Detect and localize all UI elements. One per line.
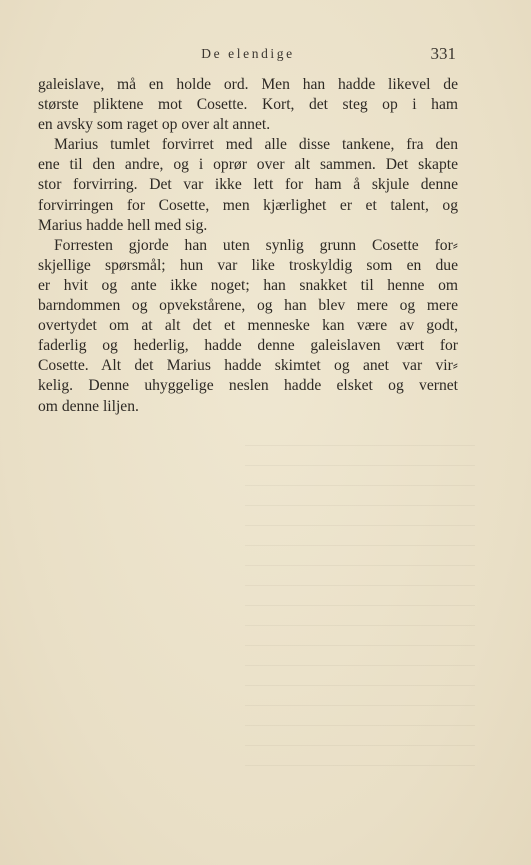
running-header	[40, 44, 456, 66]
text-line: ene til den andre, og i oprør over alt sammen. Det skapte	[38, 156, 458, 174]
text-line: barndommen og opvekstårene, og han blev mere og mere	[38, 297, 458, 315]
body-text	[38, 75, 458, 417]
text-line: faderlig og hederlig, hadde denne galeislaven vært for	[38, 337, 458, 355]
running-title: De elendige	[201, 46, 295, 61]
text-line: om denne liljen.	[38, 397, 139, 415]
text-line: skjellige spørsmål; hun var like troskyldig som en due	[38, 256, 458, 274]
text-line: Cosette. Alt det Marius hadde skimtet og anet var vir⸗	[38, 357, 458, 375]
text-line: en avsky som raget op over alt annet.	[38, 116, 271, 134]
text-line: Forresten gjorde han uten synlig grunn Cosette for⸗	[54, 236, 458, 254]
page-number: 331	[430, 44, 456, 63]
text-line: overtydet om at alt det et menneske kan være av godt,	[38, 317, 458, 335]
show-through-texture	[245, 445, 475, 775]
text-line: største pliktene mot Cosette. Kort, det steg op i ham	[38, 96, 458, 114]
text-line: er hvit og ante ikke noget; han snakket til henne om	[38, 276, 458, 294]
text-line: kelig. Denne uhyggelige neslen hadde elsket og vernet	[38, 377, 458, 395]
text-line: forvirringen for Cosette, men kjærlighet er et talent, og	[38, 196, 458, 214]
text-line: Marius tumlet forvirret med alle disse tankene, fra den	[54, 136, 458, 154]
text-line: galeislave, må en holde ord. Men han hadde likevel de	[38, 76, 458, 93]
text-line: stor forvirring. Det var ikke lett for ham å skjule denne	[38, 176, 458, 194]
text-line: Marius hadde hell med sig.	[38, 216, 208, 234]
